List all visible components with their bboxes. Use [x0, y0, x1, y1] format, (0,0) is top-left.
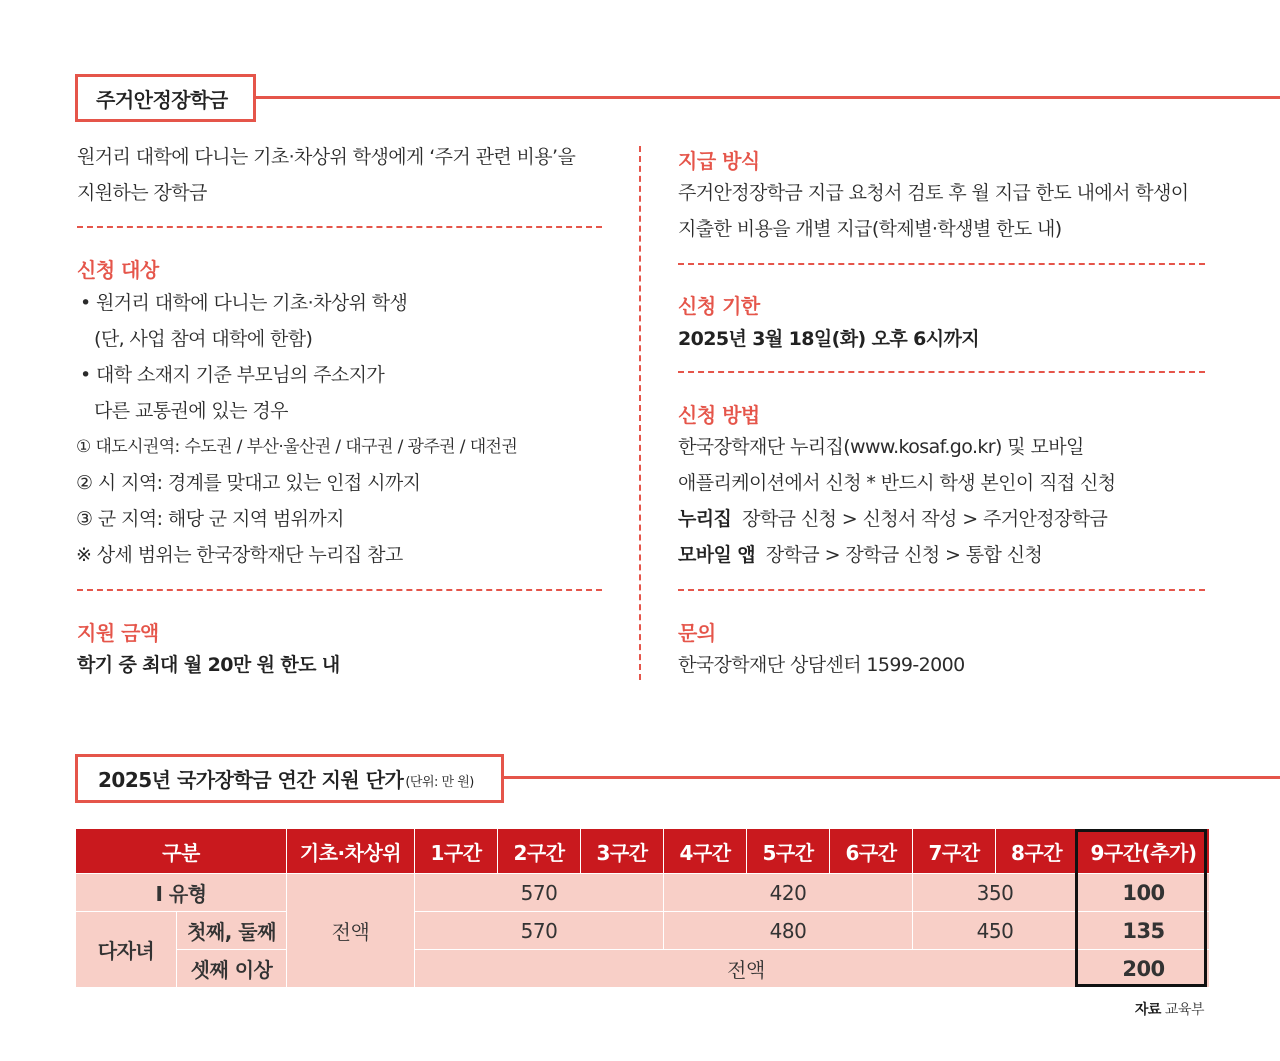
table-header-row [76, 829, 1210, 874]
table-cell: 570 [415, 912, 664, 950]
payment-line-1: 주거안정장학금 지급 요청서 검토 후 월 지급 한도 내에서 학생이 [678, 182, 1189, 204]
target-line: 다른 교통권에 있는 경우 [94, 400, 288, 422]
table-header-cell: 9구간(추가) [1078, 829, 1210, 874]
source-label: 자료 [1134, 1002, 1161, 1018]
inquiry-heading: 문의 [678, 621, 716, 645]
deadline-value: 2025년 3월 18일(화) 오후 6시까지 [678, 328, 979, 350]
unit-note: (단위: 만 원) [405, 775, 474, 790]
table-header-cell: 8구간 [996, 829, 1078, 874]
column-divider [639, 146, 641, 680]
divider [77, 589, 602, 591]
method-app-row [678, 537, 1042, 573]
table-header-cell: 7구간 [913, 829, 996, 874]
table-header-cell: 6구간 [830, 829, 913, 874]
method-line-2: 애플리케이션에서 신청 * 반드시 학생 본인이 직접 신청 [678, 472, 1116, 494]
app-path: 장학금 > 장학금 신청 > 통합 신청 [765, 544, 1043, 566]
target-line: ① 대도시권역: 수도권 / 부산·울산권 / 대구권 / 광주권 / 대전권 [76, 437, 518, 457]
target-line: ※ 상세 범위는 한국장학재단 누리집 참고 [76, 544, 403, 566]
section-title-housing [75, 74, 256, 122]
divider [678, 371, 1205, 373]
highlight-cell: 135 [1078, 912, 1210, 950]
table-header-cell: 1구간 [415, 829, 498, 874]
divider [678, 263, 1205, 265]
section-title-text: 2025년 국가장학금 연간 지원 단가 [98, 768, 404, 792]
table-row-multi-3 [76, 950, 1210, 988]
payment-line-2: 지출한 비용을 개별 지급(학제별·학생별 한도 내) [678, 218, 1062, 240]
table-cell: 420 [664, 874, 913, 912]
amount-value: 학기 중 최대 월 20만 원 한도 내 [77, 654, 340, 676]
section-title-rule [256, 96, 1280, 99]
intro-line-2: 지원하는 장학금 [77, 182, 207, 204]
deadline-heading: 신청 기한 [678, 294, 760, 318]
target-line: ② 시 지역: 경계를 맞대고 있는 인접 시까지 [76, 472, 421, 494]
table-cell: 450 [913, 912, 1078, 950]
basic-cell: 전액 [287, 874, 415, 988]
source-value: 교육부 [1164, 1002, 1204, 1018]
table-header-cell: 4구간 [664, 829, 747, 874]
table-header-cell: 5구간 [747, 829, 830, 874]
inquiry-value: 한국장학재단 상담센터 1599-2000 [678, 654, 965, 676]
table-row-multi-1 [76, 912, 1210, 950]
method-line-1: 한국장학재단 누리집(www.kosaf.go.kr) 및 모바일 [678, 436, 1084, 458]
payment-heading: 지급 방식 [678, 149, 760, 173]
divider [77, 226, 602, 228]
table-row-type1 [76, 874, 1210, 912]
row-sublabel: 셋째 이상 [177, 950, 287, 988]
app-label: 모바일 앱 [678, 544, 756, 566]
intro-line-1: 원거리 대학에 다니는 기초·차상위 학생에게 ‘주거 관련 비용’을 [77, 146, 576, 168]
table-header-cell: 2구간 [498, 829, 581, 874]
table-header-cell: 기초·차상위 [287, 829, 415, 874]
table-cell: 전액 [415, 950, 1078, 988]
table-cell: 350 [913, 874, 1078, 912]
section-title-rule [504, 776, 1280, 779]
table-header-cell: 3구간 [581, 829, 664, 874]
tuition-table [75, 828, 1210, 988]
target-line: • 대학 소재지 기준 부모님의 주소지가 [80, 364, 385, 386]
divider [678, 589, 1205, 591]
row-label: I 유형 [76, 874, 287, 912]
method-heading: 신청 방법 [678, 403, 760, 427]
web-path: 장학금 신청 > 신청서 작성 > 주거안정장학금 [742, 508, 1108, 530]
target-line: ③ 군 지역: 해당 군 지역 범위까지 [76, 508, 344, 530]
highlight-cell: 100 [1078, 874, 1210, 912]
target-heading: 신청 대상 [77, 258, 159, 282]
section-title-tuition [75, 754, 504, 803]
target-line: • 원거리 대학에 다니는 기초·차상위 학생 [80, 292, 408, 314]
table-cell: 570 [415, 874, 664, 912]
section-title-text: 주거안정장학금 [96, 87, 228, 112]
source-note [1135, 999, 1204, 1019]
table-cell: 480 [664, 912, 913, 950]
row-label: 다자녀 [76, 912, 177, 988]
highlight-cell: 200 [1078, 950, 1210, 988]
amount-heading: 지원 금액 [77, 621, 159, 645]
row-sublabel: 첫째, 둘째 [177, 912, 287, 950]
target-line: (단, 사업 참여 대학에 한함) [94, 328, 313, 350]
web-label: 누리집 [678, 508, 732, 530]
table-header-cell: 구분 [76, 829, 287, 874]
method-web-row [678, 501, 1107, 537]
